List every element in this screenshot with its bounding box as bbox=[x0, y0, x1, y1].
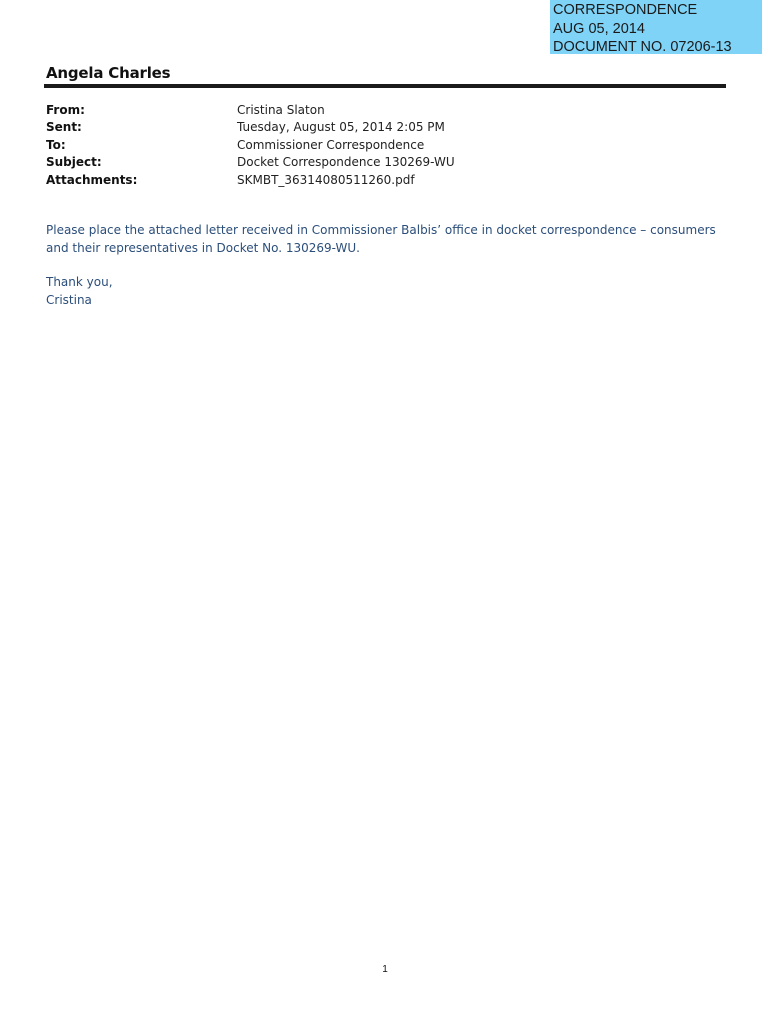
attachments-label: Attachments: bbox=[46, 172, 138, 187]
from-label: From: bbox=[46, 103, 85, 117]
stamp-date: AUG 05, 2014 bbox=[553, 20, 645, 37]
header-row-to bbox=[46, 137, 726, 154]
page-number: 1 bbox=[382, 964, 388, 975]
stamp-document-number: DOCUMENT NO. 07206-13 bbox=[553, 39, 732, 55]
attachments-value: SKMBT_36314080511260.pdf bbox=[237, 172, 415, 187]
subject-value: Docket Correspondence 130269-WU bbox=[237, 155, 455, 170]
heading-rule bbox=[44, 84, 726, 88]
header-row-from bbox=[46, 102, 726, 119]
body-paragraph: Please place the attached letter received in Commissioner Balbis’ office in docket correspondence – consumers and their representatives in Docket No. 130269-WU. bbox=[46, 223, 716, 255]
to-value: Commissioner Correspondence bbox=[237, 137, 425, 152]
email-headers bbox=[46, 102, 726, 189]
header-row-sent bbox=[46, 119, 726, 136]
closing-text: Thank you, bbox=[46, 275, 113, 289]
subject-label: Subject: bbox=[46, 155, 102, 170]
correspondence-stamp bbox=[550, 0, 762, 54]
email-body bbox=[46, 221, 736, 257]
sent-value: Tuesday, August 05, 2014 2:05 PM bbox=[237, 120, 445, 135]
signature-name: Cristina bbox=[46, 293, 92, 307]
header-row-attachments bbox=[46, 172, 726, 189]
sent-label: Sent: bbox=[46, 120, 82, 135]
sender-name-heading: Angela Charles bbox=[46, 64, 171, 82]
from-value: Cristina Slaton bbox=[237, 103, 325, 117]
header-row-subject bbox=[46, 154, 726, 171]
stamp-title: CORRESPONDENCE bbox=[553, 2, 698, 18]
email-closing bbox=[46, 273, 113, 309]
to-label: To: bbox=[46, 137, 66, 152]
